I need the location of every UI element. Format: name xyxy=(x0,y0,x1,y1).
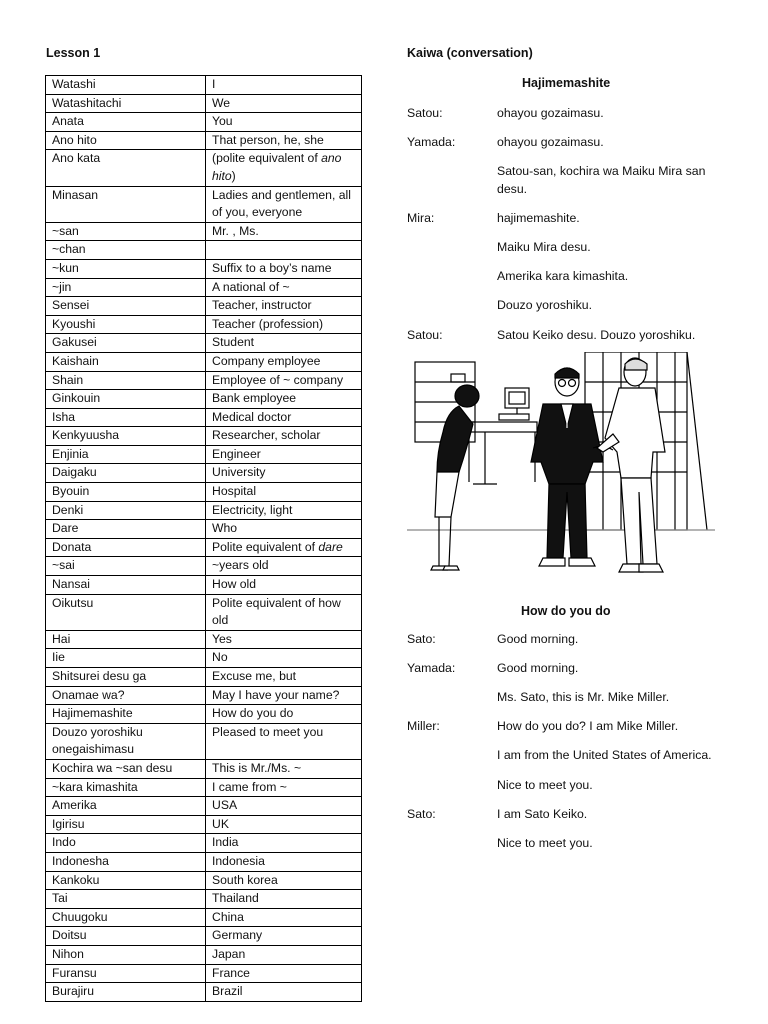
vocab-row xyxy=(46,594,362,630)
vocab-japanese: Igirisu xyxy=(46,815,206,834)
vocab-japanese: ~san xyxy=(46,222,206,241)
vocab-japanese: Douzo yoroshiku onegaishimasu xyxy=(46,723,206,759)
vocab-row xyxy=(46,723,362,759)
vocab-japanese: Kenkyuusha xyxy=(46,427,206,446)
vocab-japanese: Dare xyxy=(46,520,206,539)
vocab-english: You xyxy=(206,113,362,132)
vocab-english: Mr. , Ms. xyxy=(206,222,362,241)
vocab-english: I came from ~ xyxy=(206,778,362,797)
vocab-row xyxy=(46,927,362,946)
vocab-row xyxy=(46,815,362,834)
vocab-english: Teacher, instructor xyxy=(206,297,362,316)
vocab-japanese: Ginkouin xyxy=(46,390,206,409)
speaker-label: Yamada: xyxy=(407,661,456,675)
dialogue-line: I am Sato Keiko. xyxy=(497,807,588,821)
vocab-japanese: Chuugoku xyxy=(46,908,206,927)
speaker-label: Sato: xyxy=(407,807,436,821)
vocab-japanese: Anata xyxy=(46,113,206,132)
vocab-row xyxy=(46,759,362,778)
vocab-japanese: Kankoku xyxy=(46,871,206,890)
vocab-japanese: Hajimemashite xyxy=(46,705,206,724)
vocab-japanese: ~sai xyxy=(46,557,206,576)
dialogue-line: Ms. Sato, this is Mr. Mike Miller. xyxy=(497,690,670,704)
vocab-english: USA xyxy=(206,797,362,816)
vocab-japanese: Nansai xyxy=(46,576,206,595)
vocab-english: Suffix to a boy’s name xyxy=(206,259,362,278)
dialogue-line: Nice to meet you. xyxy=(497,836,593,850)
vocab-row xyxy=(46,186,362,222)
vocab-english: China xyxy=(206,908,362,927)
vocab-japanese: ~jin xyxy=(46,278,206,297)
vocab-english xyxy=(206,538,362,557)
vocab-japanese: Onamae wa? xyxy=(46,686,206,705)
vocab-english: Engineer xyxy=(206,445,362,464)
vocab-english: Japan xyxy=(206,945,362,964)
vocab-english: Indonesia xyxy=(206,852,362,871)
vocab-english: This is Mr./Ms. ~ xyxy=(206,759,362,778)
vocab-english: ~years old xyxy=(206,557,362,576)
vocab-row xyxy=(46,871,362,890)
vocab-row xyxy=(46,94,362,113)
office-illustration xyxy=(407,352,715,584)
vocab-row xyxy=(46,352,362,371)
vocab-english-emphasis: ano hito xyxy=(212,151,342,183)
vocab-row xyxy=(46,538,362,557)
vocab-row xyxy=(46,668,362,687)
vocab-english: Employee of ~ company xyxy=(206,371,362,390)
vocab-row xyxy=(46,390,362,409)
vocab-japanese: Donata xyxy=(46,538,206,557)
dialogue-line: Satou Keiko desu. Douzo yoroshiku. xyxy=(497,328,696,342)
vocab-row xyxy=(46,945,362,964)
vocab-english-text: Polite equivalent of xyxy=(212,539,319,554)
vocab-row xyxy=(46,649,362,668)
speaker-label: Miller: xyxy=(407,719,440,733)
vocab-english: India xyxy=(206,834,362,853)
vocab-english: South korea xyxy=(206,871,362,890)
vocab-english: Student xyxy=(206,334,362,353)
vocab-english xyxy=(206,150,362,186)
vocab-japanese: Tai xyxy=(46,890,206,909)
vocab-english: A national of ~ xyxy=(206,278,362,297)
vocab-english: Brazil xyxy=(206,983,362,1002)
vocab-table xyxy=(45,75,362,1002)
vocab-japanese: Isha xyxy=(46,408,206,427)
vocab-japanese: Amerika xyxy=(46,797,206,816)
vocab-row xyxy=(46,686,362,705)
vocab-row xyxy=(46,630,362,649)
dialogue-line: Douzo yoroshiku. xyxy=(497,298,593,312)
vocab-japanese: Enjinia xyxy=(46,445,206,464)
vocab-row xyxy=(46,445,362,464)
vocab-row xyxy=(46,371,362,390)
vocab-row xyxy=(46,852,362,871)
vocab-english: Germany xyxy=(206,927,362,946)
vocab-english: Thailand xyxy=(206,890,362,909)
dialogue-line: I am from the United States of America. xyxy=(497,748,712,762)
vocab-japanese: ~chan xyxy=(46,241,206,260)
speaker-label: Satou: xyxy=(407,106,443,120)
vocab-row xyxy=(46,890,362,909)
vocab-japanese: Kaishain xyxy=(46,352,206,371)
dialogue-line: Amerika kara kimashita. xyxy=(497,269,629,283)
vocab-japanese: Indonesha xyxy=(46,852,206,871)
vocab-japanese: Nihon xyxy=(46,945,206,964)
vocab-row xyxy=(46,113,362,132)
vocab-english xyxy=(206,241,362,260)
vocab-japanese: Indo xyxy=(46,834,206,853)
vocab-row xyxy=(46,315,362,334)
dialogue-line: How do you do? I am Mike Miller. xyxy=(497,719,679,733)
vocab-japanese: Minasan xyxy=(46,186,206,222)
dialogue-line: Good morning. xyxy=(497,661,579,675)
vocab-row xyxy=(46,778,362,797)
vocab-english-emphasis: dare xyxy=(318,539,343,554)
vocab-english: Hospital xyxy=(206,483,362,502)
vocab-row xyxy=(46,501,362,520)
vocab-english: Researcher, scholar xyxy=(206,427,362,446)
dialogue-line: ohayou gozaimasu. xyxy=(497,106,604,120)
vocab-row xyxy=(46,964,362,983)
vocab-japanese: ~kara kimashita xyxy=(46,778,206,797)
vocab-english-text: ) xyxy=(231,168,236,183)
vocab-japanese: Hai xyxy=(46,630,206,649)
vocab-japanese: ~kun xyxy=(46,259,206,278)
vocab-english: University xyxy=(206,464,362,483)
vocab-row xyxy=(46,834,362,853)
lesson-title: Lesson 1 xyxy=(46,46,101,60)
vocab-japanese: Byouin xyxy=(46,483,206,502)
vocab-japanese: Daigaku xyxy=(46,464,206,483)
vocab-japanese: Ano hito xyxy=(46,131,206,150)
vocab-english: Bank employee xyxy=(206,390,362,409)
dialogue-line: Satou-san, kochira wa Maiku Mira san desu. xyxy=(497,164,706,196)
speaker-label: Satou: xyxy=(407,328,443,342)
vocab-english: Teacher (profession) xyxy=(206,315,362,334)
dialogue-line: Maiku Mira desu. xyxy=(497,240,591,254)
vocab-english: UK xyxy=(206,815,362,834)
speaker-label: Mira: xyxy=(407,211,435,225)
vocab-english: Ladies and gentlemen, all of you, everyone xyxy=(206,186,362,222)
dialogue-line: ohayou gozaimasu. xyxy=(497,135,604,149)
speaker-label: Sato: xyxy=(407,632,436,646)
vocab-japanese: Kyoushi xyxy=(46,315,206,334)
vocab-english: No xyxy=(206,649,362,668)
vocab-japanese: Gakusei xyxy=(46,334,206,353)
vocab-english: How do you do xyxy=(206,705,362,724)
dialogue-line: Good morning. xyxy=(497,632,579,646)
vocab-row xyxy=(46,464,362,483)
conversation-title-jp: Hajimemashite xyxy=(522,76,611,90)
vocab-row xyxy=(46,150,362,186)
vocab-row xyxy=(46,259,362,278)
vocab-row xyxy=(46,520,362,539)
vocab-japanese: Shain xyxy=(46,371,206,390)
vocab-japanese: Denki xyxy=(46,501,206,520)
vocab-row xyxy=(46,222,362,241)
vocab-row xyxy=(46,797,362,816)
vocab-japanese: Burajiru xyxy=(46,983,206,1002)
vocab-english: Electricity, light xyxy=(206,501,362,520)
vocab-english: Medical doctor xyxy=(206,408,362,427)
vocab-english: Company employee xyxy=(206,352,362,371)
vocab-row xyxy=(46,557,362,576)
vocab-japanese: Furansu xyxy=(46,964,206,983)
vocab-row xyxy=(46,334,362,353)
vocab-row xyxy=(46,427,362,446)
vocab-japanese: Sensei xyxy=(46,297,206,316)
vocab-english-text: (polite equivalent of xyxy=(212,151,322,166)
vocab-row xyxy=(46,131,362,150)
speaker-label: Yamada: xyxy=(407,135,456,149)
vocab-row xyxy=(46,908,362,927)
vocab-english: Pleased to meet you xyxy=(206,723,362,759)
vocab-row xyxy=(46,983,362,1002)
vocab-row xyxy=(46,408,362,427)
vocab-english: I xyxy=(206,76,362,95)
vocab-english: May I have your name? xyxy=(206,686,362,705)
vocab-english: Who xyxy=(206,520,362,539)
vocab-english: Polite equivalent of how old xyxy=(206,594,362,630)
vocab-english: We xyxy=(206,94,362,113)
vocab-row xyxy=(46,241,362,260)
vocab-japanese: Watashitachi xyxy=(46,94,206,113)
dialogue-line: hajimemashite. xyxy=(497,211,580,225)
vocab-english: Excuse me, but xyxy=(206,668,362,687)
vocab-row xyxy=(46,76,362,95)
kaiwa-heading: Kaiwa (conversation) xyxy=(407,46,533,60)
vocab-row xyxy=(46,576,362,595)
vocab-japanese: Kochira wa ~san desu xyxy=(46,759,206,778)
vocab-japanese: Shitsurei desu ga xyxy=(46,668,206,687)
vocab-english: Yes xyxy=(206,630,362,649)
vocab-english: France xyxy=(206,964,362,983)
vocab-japanese: Watashi xyxy=(46,76,206,95)
vocab-japanese: Ano kata xyxy=(46,150,206,186)
vocab-row xyxy=(46,278,362,297)
vocab-row xyxy=(46,705,362,724)
conversation-title-en: How do you do xyxy=(521,604,611,618)
vocab-japanese: Iie xyxy=(46,649,206,668)
vocab-row xyxy=(46,297,362,316)
vocab-japanese: Doitsu xyxy=(46,927,206,946)
vocab-english: How old xyxy=(206,576,362,595)
vocab-english: That person, he, she xyxy=(206,131,362,150)
vocab-japanese: Oikutsu xyxy=(46,594,206,630)
dialogue-line: Nice to meet you. xyxy=(497,778,593,792)
vocab-row xyxy=(46,483,362,502)
